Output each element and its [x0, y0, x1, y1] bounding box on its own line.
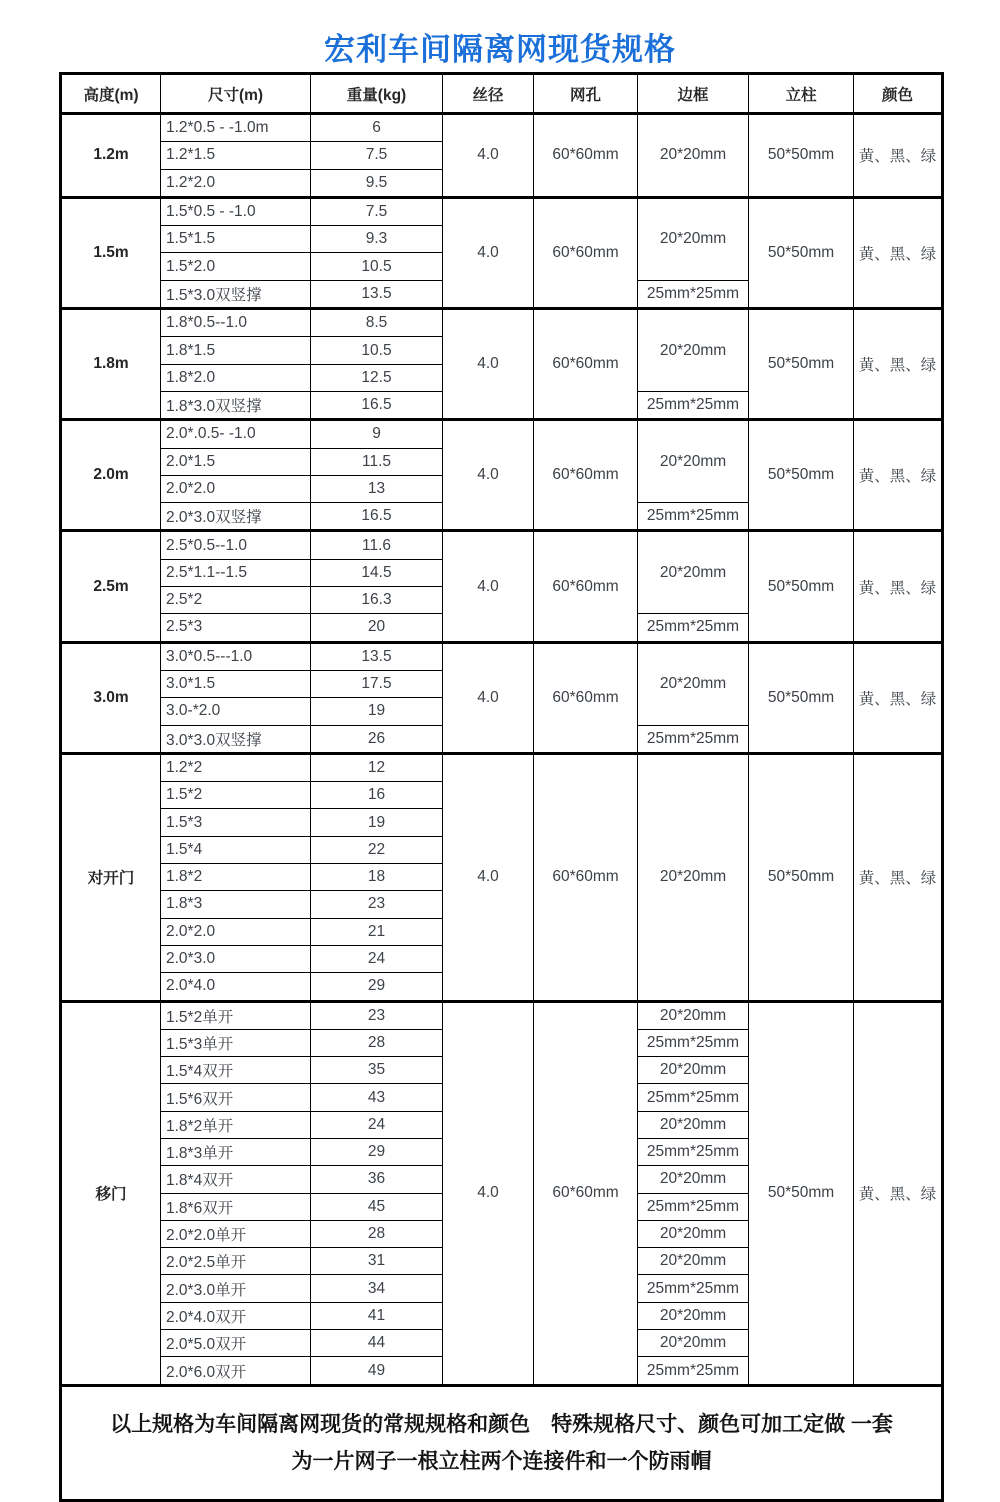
- weight-cell: 9.5: [311, 169, 443, 197]
- weight-cell: 36: [311, 1166, 443, 1193]
- frame-cell: 20*20mm: [638, 309, 749, 392]
- frame-cell: 25mm*25mm: [638, 1138, 749, 1165]
- weight-cell: 14.5: [311, 559, 443, 586]
- size-cell: 3.0*0.5---1.0: [161, 642, 311, 670]
- size-cell: 2.0*1.5: [161, 448, 311, 475]
- weight-cell: 16.5: [311, 503, 443, 531]
- frame-cell: 25mm*25mm: [638, 280, 749, 308]
- post-cell: 50*50mm: [749, 1001, 854, 1385]
- height-cell: 对开门: [61, 753, 161, 1001]
- header-post: 立柱: [749, 74, 854, 114]
- frame-cell: 20*20mm: [638, 642, 749, 725]
- weight-cell: 31: [311, 1248, 443, 1275]
- wire-diameter-cell: 4.0: [443, 1001, 534, 1385]
- frame-cell: 25mm*25mm: [638, 725, 749, 753]
- wire-diameter-cell: 4.0: [443, 420, 534, 531]
- spec-row: [61, 642, 943, 670]
- weight-cell: 18: [311, 864, 443, 891]
- spec-row: [61, 420, 943, 448]
- colors-cell: 黄、黑、绿: [854, 1001, 943, 1385]
- frame-cell: 20*20mm: [638, 531, 749, 614]
- spec-row: [61, 309, 943, 337]
- colors-cell: 黄、黑、绿: [854, 753, 943, 1001]
- spec-table-body: [61, 114, 943, 1386]
- size-cell: 1.5*3单开: [161, 1029, 311, 1056]
- size-cell: 1.5*6双开: [161, 1084, 311, 1111]
- height-cell: 1.8m: [61, 309, 161, 420]
- height-cell: 2.0m: [61, 420, 161, 531]
- height-cell: 1.5m: [61, 197, 161, 308]
- footer-row: [61, 1385, 943, 1500]
- height-cell: 2.5m: [61, 531, 161, 642]
- colors-cell: 黄、黑、绿: [854, 531, 943, 642]
- weight-cell: 24: [311, 945, 443, 972]
- frame-cell: 20*20mm: [638, 1330, 749, 1357]
- weight-cell: 35: [311, 1057, 443, 1084]
- colors-cell: 黄、黑、绿: [854, 420, 943, 531]
- mesh-cell: 60*60mm: [534, 309, 638, 420]
- wire-diameter-cell: 4.0: [443, 642, 534, 753]
- header-mesh: 网孔: [534, 74, 638, 114]
- colors-cell: 黄、黑、绿: [854, 114, 943, 198]
- mesh-cell: 60*60mm: [534, 420, 638, 531]
- size-cell: 2.0*3.0单开: [161, 1275, 311, 1302]
- frame-cell: 20*20mm: [638, 1302, 749, 1329]
- header-size: 尺寸(m): [161, 74, 311, 114]
- mesh-cell: 60*60mm: [534, 642, 638, 753]
- footer-note: [61, 1385, 943, 1500]
- frame-cell: 20*20mm: [638, 1166, 749, 1193]
- frame-cell: 20*20mm: [638, 114, 749, 198]
- size-cell: 2.0*3.0: [161, 945, 311, 972]
- weight-cell: 24: [311, 1111, 443, 1138]
- size-cell: 1.8*0.5--1.0: [161, 309, 311, 337]
- size-cell: 2.5*1.1--1.5: [161, 559, 311, 586]
- weight-cell: 13: [311, 475, 443, 502]
- size-cell: 1.8*2: [161, 864, 311, 891]
- post-cell: 50*50mm: [749, 753, 854, 1001]
- size-cell: 2.0*3.0双竖撑: [161, 503, 311, 531]
- frame-cell: 25mm*25mm: [638, 1357, 749, 1385]
- spec-table-foot: [61, 1385, 943, 1500]
- spec-table-head: [61, 74, 943, 114]
- spec-row: [61, 753, 943, 781]
- weight-cell: 19: [311, 698, 443, 725]
- spec-row: [61, 1001, 943, 1029]
- size-cell: 1.5*4双开: [161, 1057, 311, 1084]
- wire-diameter-cell: 4.0: [443, 309, 534, 420]
- frame-cell: 25mm*25mm: [638, 503, 749, 531]
- weight-cell: 23: [311, 1001, 443, 1029]
- weight-cell: 21: [311, 918, 443, 945]
- size-cell: 1.8*3.0双竖撑: [161, 391, 311, 419]
- size-cell: 2.5*0.5--1.0: [161, 531, 311, 559]
- weight-cell: 9.3: [311, 226, 443, 253]
- size-cell: 2.0*4.0双开: [161, 1302, 311, 1329]
- height-cell: 1.2m: [61, 114, 161, 198]
- size-cell: 1.8*6双开: [161, 1193, 311, 1220]
- size-cell: 3.0*1.5: [161, 670, 311, 697]
- frame-cell: 20*20mm: [638, 1111, 749, 1138]
- weight-cell: 43: [311, 1084, 443, 1111]
- wire-diameter-cell: 4.0: [443, 197, 534, 308]
- weight-cell: 16.3: [311, 587, 443, 614]
- weight-cell: 9: [311, 420, 443, 448]
- weight-cell: 11.6: [311, 531, 443, 559]
- frame-cell: 25mm*25mm: [638, 1193, 749, 1220]
- weight-cell: 16: [311, 782, 443, 809]
- mesh-cell: 60*60mm: [534, 753, 638, 1001]
- weight-cell: 28: [311, 1220, 443, 1247]
- colors-cell: 黄、黑、绿: [854, 642, 943, 753]
- post-cell: 50*50mm: [749, 197, 854, 308]
- weight-cell: 41: [311, 1302, 443, 1329]
- page-title: 宏利车间隔离网现货规格: [324, 32, 676, 67]
- weight-cell: 34: [311, 1275, 443, 1302]
- header-frame: 边框: [638, 74, 749, 114]
- size-cell: 1.8*2.0: [161, 364, 311, 391]
- size-cell: 1.2*2.0: [161, 169, 311, 197]
- size-cell: 1.5*0.5 - -1.0: [161, 197, 311, 225]
- mesh-cell: 60*60mm: [534, 197, 638, 308]
- frame-cell: 20*20mm: [638, 1248, 749, 1275]
- weight-cell: 28: [311, 1029, 443, 1056]
- spec-table: [59, 72, 944, 1502]
- frame-cell: 20*20mm: [638, 1057, 749, 1084]
- size-cell: 1.5*2: [161, 782, 311, 809]
- weight-cell: 19: [311, 809, 443, 836]
- size-cell: 1.8*3单开: [161, 1138, 311, 1165]
- size-cell: 1.2*2: [161, 753, 311, 781]
- size-cell: 2.0*2.0单开: [161, 1220, 311, 1247]
- weight-cell: 17.5: [311, 670, 443, 697]
- header-height: 高度(m): [61, 74, 161, 114]
- frame-cell: 20*20mm: [638, 753, 749, 1001]
- frame-cell: 20*20mm: [638, 420, 749, 503]
- post-cell: 50*50mm: [749, 531, 854, 642]
- spec-row: [61, 197, 943, 225]
- mesh-cell: 60*60mm: [534, 114, 638, 198]
- frame-cell: 20*20mm: [638, 197, 749, 280]
- weight-cell: 12: [311, 753, 443, 781]
- weight-cell: 49: [311, 1357, 443, 1385]
- header-weight: 重量(kg): [311, 74, 443, 114]
- weight-cell: 13.5: [311, 280, 443, 308]
- size-cell: 1.5*3.0双竖撑: [161, 280, 311, 308]
- frame-cell: 25mm*25mm: [638, 614, 749, 642]
- header-color: 颜色: [854, 74, 943, 114]
- weight-cell: 7.5: [311, 142, 443, 169]
- frame-cell: 25mm*25mm: [638, 1084, 749, 1111]
- size-cell: 2.0*5.0双开: [161, 1330, 311, 1357]
- frame-cell: 25mm*25mm: [638, 391, 749, 419]
- size-cell: 1.5*4: [161, 836, 311, 863]
- colors-cell: 黄、黑、绿: [854, 309, 943, 420]
- weight-cell: 22: [311, 836, 443, 863]
- size-cell: 2.0*.0.5- -1.0: [161, 420, 311, 448]
- size-cell: 3.0-*2.0: [161, 698, 311, 725]
- size-cell: 1.8*1.5: [161, 337, 311, 364]
- footer-line-1: 以上规格为车间隔离网现货的常规规格和颜色 特殊规格尺寸、颜色可加工定做 一套: [110, 1412, 893, 1436]
- post-cell: 50*50mm: [749, 642, 854, 753]
- wire-diameter-cell: 4.0: [443, 114, 534, 198]
- header-wire-diameter: 丝径: [443, 74, 534, 114]
- weight-cell: 16.5: [311, 391, 443, 419]
- weight-cell: 26: [311, 725, 443, 753]
- size-cell: 1.2*1.5: [161, 142, 311, 169]
- size-cell: 1.5*1.5: [161, 226, 311, 253]
- footer-line-2: 为一片网子一根立柱两个连接件和一个防雨帽: [291, 1449, 712, 1473]
- frame-cell: 25mm*25mm: [638, 1029, 749, 1056]
- colors-cell: 黄、黑、绿: [854, 197, 943, 308]
- height-cell: 移门: [61, 1001, 161, 1385]
- weight-cell: 44: [311, 1330, 443, 1357]
- post-cell: 50*50mm: [749, 420, 854, 531]
- wire-diameter-cell: 4.0: [443, 753, 534, 1001]
- mesh-cell: 60*60mm: [534, 531, 638, 642]
- weight-cell: 29: [311, 973, 443, 1001]
- mesh-cell: 60*60mm: [534, 1001, 638, 1385]
- weight-cell: 13.5: [311, 642, 443, 670]
- size-cell: 2.0*2.5单开: [161, 1248, 311, 1275]
- weight-cell: 11.5: [311, 448, 443, 475]
- size-cell: 1.2*0.5 - -1.0m: [161, 114, 311, 142]
- weight-cell: 10.5: [311, 253, 443, 280]
- weight-cell: 29: [311, 1138, 443, 1165]
- size-cell: 1.5*3: [161, 809, 311, 836]
- frame-cell: 20*20mm: [638, 1001, 749, 1029]
- post-cell: 50*50mm: [749, 309, 854, 420]
- weight-cell: 6: [311, 114, 443, 142]
- post-cell: 50*50mm: [749, 114, 854, 198]
- size-cell: 1.5*2单开: [161, 1001, 311, 1029]
- size-cell: 2.5*2: [161, 587, 311, 614]
- size-cell: 2.0*2.0: [161, 918, 311, 945]
- size-cell: 1.8*3: [161, 891, 311, 918]
- weight-cell: 10.5: [311, 337, 443, 364]
- weight-cell: 7.5: [311, 197, 443, 225]
- frame-cell: 25mm*25mm: [638, 1275, 749, 1302]
- height-cell: 3.0m: [61, 642, 161, 753]
- weight-cell: 45: [311, 1193, 443, 1220]
- weight-cell: 8.5: [311, 309, 443, 337]
- weight-cell: 20: [311, 614, 443, 642]
- size-cell: 2.0*2.0: [161, 475, 311, 502]
- spec-row: [61, 114, 943, 142]
- weight-cell: 12.5: [311, 364, 443, 391]
- size-cell: 2.0*4.0: [161, 973, 311, 1001]
- header-row: [61, 74, 943, 114]
- size-cell: 3.0*3.0双竖撑: [161, 725, 311, 753]
- size-cell: 1.8*4双开: [161, 1166, 311, 1193]
- wire-diameter-cell: 4.0: [443, 531, 534, 642]
- spec-row: [61, 531, 943, 559]
- size-cell: 2.0*6.0双开: [161, 1357, 311, 1385]
- size-cell: 1.8*2单开: [161, 1111, 311, 1138]
- weight-cell: 23: [311, 891, 443, 918]
- size-cell: 2.5*3: [161, 614, 311, 642]
- size-cell: 1.5*2.0: [161, 253, 311, 280]
- frame-cell: 20*20mm: [638, 1220, 749, 1247]
